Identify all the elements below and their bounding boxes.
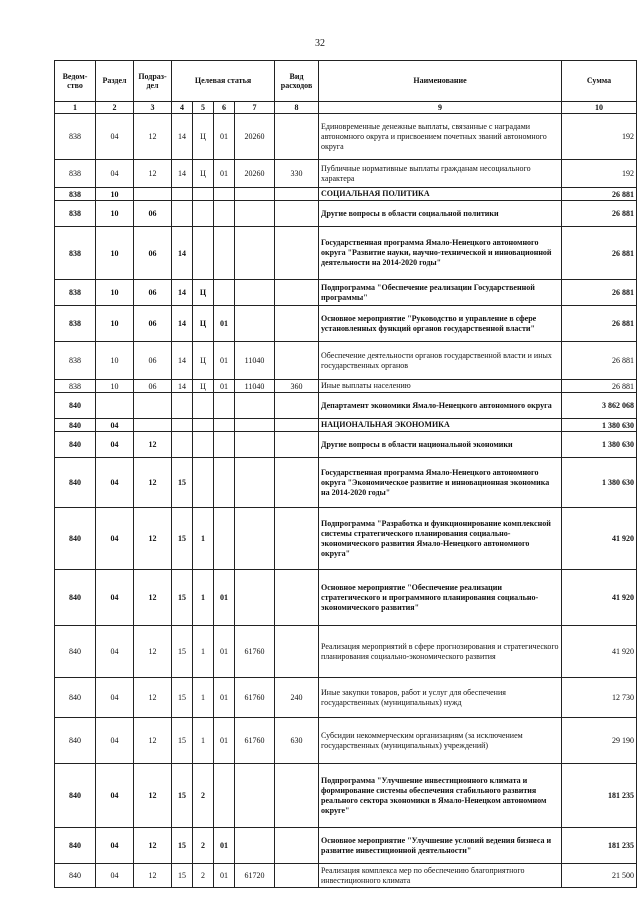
table-row [55,393,637,419]
table-row [55,306,637,342]
cell-celevaya-3 [214,188,235,201]
cell-podrazdel [134,393,172,419]
col-number: 3 [134,102,172,114]
cell-celevaya-3: 01 [214,828,235,864]
cell-celevaya-4: 11040 [235,380,275,393]
cell-celevaya-1: 14 [172,280,193,306]
cell-celevaya-2: 2 [193,764,214,828]
cell-celevaya-4 [235,419,275,432]
cell-celevaya-3: 01 [214,570,235,626]
cell-celevaya-3 [214,508,235,570]
table-row [55,342,637,380]
cell-celevaya-1: 15 [172,864,193,888]
cell-naimenovanie: Субсидии некоммерческим организациям (за исключением государственных (муниципальных) учреждений) [319,718,562,764]
table-row [55,380,637,393]
cell-celevaya-2: Ц [193,342,214,380]
cell-celevaya-4 [235,570,275,626]
header-razdel: Раздел [96,61,134,102]
cell-celevaya-3 [214,432,235,458]
cell-celevaya-2: Ц [193,380,214,393]
cell-celevaya-1: 15 [172,764,193,828]
cell-celevaya-2: Ц [193,306,214,342]
header-summa: Сумма [562,61,637,102]
cell-podrazdel [134,188,172,201]
cell-podrazdel: 06 [134,227,172,280]
col-number: 7 [235,102,275,114]
cell-razdel: 10 [96,188,134,201]
cell-celevaya-2: 1 [193,508,214,570]
table-row [55,201,637,227]
cell-vid-raskhodov [275,393,319,419]
cell-celevaya-1: 14 [172,306,193,342]
cell-vedomstvo: 840 [55,393,96,419]
cell-celevaya-3 [214,227,235,280]
cell-naimenovanie: Иные закупки товаров, работ и услуг для обеспечения государственных (муниципальных) нужд [319,678,562,718]
cell-celevaya-2 [193,393,214,419]
cell-razdel: 10 [96,380,134,393]
cell-celevaya-1: 14 [172,114,193,160]
cell-vedomstvo: 840 [55,432,96,458]
cell-summa: 12 730 [562,678,637,718]
cell-podrazdel: 06 [134,201,172,227]
cell-vedomstvo: 838 [55,188,96,201]
table-row [55,227,637,280]
col-number: 6 [214,102,235,114]
cell-naimenovanie: Департамент экономики Ямало-Ненецкого автономного округа [319,393,562,419]
table-row [55,626,637,678]
cell-vid-raskhodov: 360 [275,380,319,393]
cell-razdel: 04 [96,678,134,718]
cell-celevaya-2 [193,458,214,508]
cell-vedomstvo: 838 [55,306,96,342]
table-row [55,678,637,718]
cell-celevaya-1: 15 [172,626,193,678]
cell-summa: 21 500 [562,864,637,888]
cell-summa: 1 380 630 [562,432,637,458]
table-row [55,432,637,458]
cell-celevaya-1: 14 [172,342,193,380]
cell-celevaya-1: 14 [172,160,193,188]
table-row [55,828,637,864]
col-number: 8 [275,102,319,114]
cell-summa: 26 881 [562,227,637,280]
cell-vid-raskhodov [275,227,319,280]
cell-celevaya-2 [193,188,214,201]
cell-summa: 192 [562,160,637,188]
cell-celevaya-4 [235,306,275,342]
cell-celevaya-3 [214,764,235,828]
table-row [55,718,637,764]
cell-vid-raskhodov [275,419,319,432]
table-row [55,764,637,828]
cell-podrazdel: 06 [134,380,172,393]
cell-razdel: 04 [96,419,134,432]
cell-celevaya-1: 15 [172,458,193,508]
cell-vedomstvo: 840 [55,828,96,864]
cell-celevaya-4 [235,227,275,280]
cell-naimenovanie: НАЦИОНАЛЬНАЯ ЭКОНОМИКА [319,419,562,432]
header-naimenovanie: Наименование [319,61,562,102]
cell-celevaya-2 [193,419,214,432]
cell-razdel: 10 [96,306,134,342]
cell-vedomstvo: 840 [55,678,96,718]
cell-vid-raskhodov [275,280,319,306]
cell-vid-raskhodov [275,188,319,201]
cell-naimenovanie: Подпрограмма "Разработка и функционирование комплексной системы стратегического планирования социально-экономического развития Ямало-Ненецкого автономного округа" [319,508,562,570]
cell-vedomstvo: 838 [55,160,96,188]
cell-celevaya-3: 01 [214,626,235,678]
cell-vid-raskhodov [275,626,319,678]
cell-celevaya-2: Ц [193,160,214,188]
cell-podrazdel: 06 [134,306,172,342]
cell-vid-raskhodov [275,570,319,626]
cell-summa: 26 881 [562,201,637,227]
cell-vid-raskhodov: 240 [275,678,319,718]
cell-celevaya-2: Ц [193,114,214,160]
table-row [55,280,637,306]
cell-vid-raskhodov: 630 [275,718,319,764]
cell-naimenovanie: Другие вопросы в области социальной политики [319,201,562,227]
cell-celevaya-2 [193,432,214,458]
table-row [55,508,637,570]
cell-celevaya-3 [214,201,235,227]
cell-vedomstvo: 838 [55,227,96,280]
col-number: 4 [172,102,193,114]
cell-naimenovanie: Основное мероприятие "Руководство и управление в сфере установленных функций органов государственной власти" [319,306,562,342]
budget-table [54,60,637,888]
cell-celevaya-3: 01 [214,380,235,393]
cell-razdel: 04 [96,626,134,678]
cell-razdel: 04 [96,570,134,626]
cell-celevaya-1 [172,188,193,201]
cell-podrazdel: 12 [134,864,172,888]
cell-celevaya-4 [235,458,275,508]
cell-celevaya-4 [235,508,275,570]
cell-vedomstvo: 838 [55,201,96,227]
cell-podrazdel: 12 [134,570,172,626]
cell-celevaya-2: 1 [193,626,214,678]
cell-celevaya-1 [172,201,193,227]
cell-vedomstvo: 838 [55,280,96,306]
cell-vedomstvo: 840 [55,626,96,678]
cell-celevaya-4: 11040 [235,342,275,380]
cell-vid-raskhodov [275,342,319,380]
cell-celevaya-4: 61760 [235,678,275,718]
cell-celevaya-3: 01 [214,160,235,188]
cell-summa: 1 380 630 [562,458,637,508]
cell-celevaya-2: 1 [193,718,214,764]
cell-podrazdel: 12 [134,678,172,718]
cell-celevaya-4: 61720 [235,864,275,888]
cell-razdel: 10 [96,227,134,280]
cell-celevaya-3: 01 [214,306,235,342]
cell-razdel [96,393,134,419]
cell-summa: 1 380 630 [562,419,637,432]
cell-podrazdel: 06 [134,342,172,380]
cell-celevaya-1: 15 [172,678,193,718]
cell-celevaya-3: 01 [214,114,235,160]
cell-naimenovanie: Обеспечение деятельности органов государственной власти и иных государственных органов [319,342,562,380]
table-row [55,160,637,188]
cell-celevaya-1: 14 [172,380,193,393]
cell-celevaya-4: 61760 [235,626,275,678]
cell-celevaya-1 [172,419,193,432]
cell-podrazdel: 12 [134,114,172,160]
cell-celevaya-2: 1 [193,570,214,626]
cell-celevaya-2: 1 [193,678,214,718]
cell-razdel: 04 [96,864,134,888]
cell-celevaya-4 [235,280,275,306]
cell-podrazdel: 12 [134,160,172,188]
cell-celevaya-4 [235,432,275,458]
cell-razdel: 04 [96,828,134,864]
cell-vid-raskhodov [275,114,319,160]
cell-summa: 41 920 [562,508,637,570]
cell-razdel: 04 [96,458,134,508]
cell-vedomstvo: 840 [55,458,96,508]
cell-celevaya-4: 20260 [235,160,275,188]
cell-naimenovanie: Основное мероприятие "Обеспечение реализации стратегического и программного планирования социально-экономического развития" [319,570,562,626]
table-body [55,114,637,888]
cell-naimenovanie: Подпрограмма "Улучшение инвестиционного климата и формирование системы обеспечения стабильного развития реального сектора экономики в Ямало-Ненецком автономном округе" [319,764,562,828]
cell-vedomstvo: 840 [55,570,96,626]
cell-summa: 26 881 [562,306,637,342]
cell-vid-raskhodov [275,828,319,864]
cell-vid-raskhodov [275,864,319,888]
cell-celevaya-3: 01 [214,864,235,888]
cell-celevaya-1: 15 [172,828,193,864]
cell-celevaya-4 [235,201,275,227]
cell-vedomstvo: 838 [55,114,96,160]
cell-celevaya-3 [214,458,235,508]
cell-summa: 3 862 068 [562,393,637,419]
header-vedomstvo: Ведом- ство [55,61,96,102]
cell-razdel: 04 [96,764,134,828]
cell-naimenovanie: Иные выплаты населению [319,380,562,393]
col-number: 2 [96,102,134,114]
cell-vid-raskhodov [275,764,319,828]
cell-podrazdel: 12 [134,718,172,764]
cell-vid-raskhodov [275,201,319,227]
cell-celevaya-4 [235,828,275,864]
cell-razdel: 04 [96,432,134,458]
col-number: 10 [562,102,637,114]
table-header-row [55,61,637,102]
cell-naimenovanie: Единовременные денежные выплаты, связанные с наградами автономного округа и присвоением почетных званий автономного округа [319,114,562,160]
cell-celevaya-4: 61760 [235,718,275,764]
cell-vedomstvo: 840 [55,764,96,828]
cell-celevaya-2 [193,227,214,280]
cell-podrazdel: 06 [134,280,172,306]
cell-razdel: 10 [96,342,134,380]
cell-razdel: 04 [96,718,134,764]
cell-vid-raskhodov: 330 [275,160,319,188]
cell-podrazdel: 12 [134,626,172,678]
cell-razdel: 04 [96,114,134,160]
cell-celevaya-1: 15 [172,718,193,764]
cell-naimenovanie: СОЦИАЛЬНАЯ ПОЛИТИКА [319,188,562,201]
cell-summa: 26 881 [562,188,637,201]
cell-naimenovanie: Государственная программа Ямало-Ненецкого автономного округа "Развитие науки, научно-технической и инновационной деятельности на 2014-2020 годы" [319,227,562,280]
cell-summa: 29 190 [562,718,637,764]
cell-vedomstvo: 838 [55,380,96,393]
table-row [55,864,637,888]
cell-vedomstvo: 838 [55,342,96,380]
cell-vid-raskhodov [275,306,319,342]
cell-celevaya-1 [172,432,193,458]
cell-celevaya-3: 01 [214,678,235,718]
cell-summa: 26 881 [562,342,637,380]
cell-celevaya-1: 15 [172,570,193,626]
cell-celevaya-2: Ц [193,280,214,306]
cell-naimenovanie: Основное мероприятие "Улучшение условий ведения бизнеса и развитие инвестиционной деятельности" [319,828,562,864]
cell-celevaya-3 [214,419,235,432]
cell-summa: 41 920 [562,626,637,678]
cell-summa: 192 [562,114,637,160]
cell-razdel: 04 [96,160,134,188]
cell-celevaya-2 [193,201,214,227]
cell-summa: 181 235 [562,828,637,864]
cell-summa: 181 235 [562,764,637,828]
cell-naimenovanie: Реализация мероприятий в сфере прогнозирования и стратегического планирования социально-экономического развития [319,626,562,678]
table-row [55,188,637,201]
cell-naimenovanie: Государственная программа Ямало-Ненецкого автономного округа "Экономическое развитие и инновационная экономика на 2014-2020 годы" [319,458,562,508]
cell-naimenovanie: Другие вопросы в области национальной экономики [319,432,562,458]
cell-vid-raskhodov [275,458,319,508]
table-row [55,570,637,626]
cell-podrazdel: 12 [134,432,172,458]
cell-celevaya-1 [172,393,193,419]
col-number: 9 [319,102,562,114]
cell-vid-raskhodov [275,432,319,458]
cell-summa: 26 881 [562,280,637,306]
page-number: 32 [315,38,325,49]
cell-vedomstvo: 840 [55,718,96,764]
cell-summa: 26 881 [562,380,637,393]
cell-naimenovanie: Подпрограмма "Обеспечение реализации Государственной программы" [319,280,562,306]
cell-celevaya-4: 20260 [235,114,275,160]
cell-celevaya-4 [235,764,275,828]
col-number: 5 [193,102,214,114]
cell-celevaya-1: 14 [172,227,193,280]
cell-celevaya-2: 2 [193,864,214,888]
cell-podrazdel: 12 [134,764,172,828]
cell-celevaya-1: 15 [172,508,193,570]
cell-celevaya-2: 2 [193,828,214,864]
cell-razdel: 04 [96,508,134,570]
cell-vedomstvo: 840 [55,864,96,888]
table-row [55,419,637,432]
cell-razdel: 10 [96,201,134,227]
cell-naimenovanie: Реализация комплекса мер по обеспечению благоприятного инвестиционного климата [319,864,562,888]
column-number-row [55,102,637,114]
cell-vedomstvo: 840 [55,508,96,570]
cell-celevaya-4 [235,188,275,201]
cell-celevaya-3: 01 [214,718,235,764]
table-row [55,458,637,508]
header-vid-raskhodov: Вид расходов [275,61,319,102]
cell-podrazdel: 12 [134,508,172,570]
header-podrazdel: Подраз- дел [134,61,172,102]
cell-razdel: 10 [96,280,134,306]
cell-naimenovanie: Публичные нормативные выплаты гражданам несоциального характера [319,160,562,188]
cell-celevaya-3 [214,393,235,419]
cell-celevaya-3: 01 [214,342,235,380]
cell-celevaya-3 [214,280,235,306]
cell-podrazdel: 12 [134,828,172,864]
header-celevaya-statya: Целевая статья [172,61,275,102]
cell-vid-raskhodov [275,508,319,570]
cell-podrazdel [134,419,172,432]
cell-vedomstvo: 840 [55,419,96,432]
cell-celevaya-4 [235,393,275,419]
col-number: 1 [55,102,96,114]
cell-summa: 41 920 [562,570,637,626]
cell-podrazdel: 12 [134,458,172,508]
table-row [55,114,637,160]
